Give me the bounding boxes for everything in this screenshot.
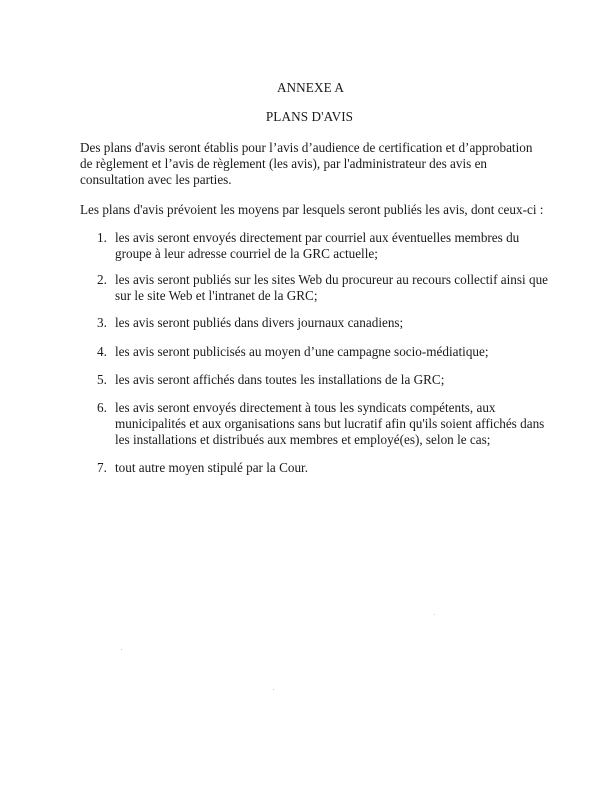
list-item-number: 1. <box>97 230 107 245</box>
list-item <box>80 460 555 476</box>
scan-speck <box>434 614 435 615</box>
list-item <box>80 230 545 262</box>
document-title: PLANS D'AVIS <box>265 109 354 124</box>
list-item-number: 6. <box>97 400 107 415</box>
list-item-text: les avis seront envoyés directement par courriel aux éventuelles membres du groupe à leur adresse courriel de la GRC actuelle; <box>115 230 520 261</box>
lead-paragraph: Les plans d'avis prévoient les moyens par lesquels seront publiés les avis, dont ceux-ci : <box>80 202 544 217</box>
scan-speck <box>273 689 274 690</box>
list-item <box>80 272 555 304</box>
list-item-number: 3. <box>97 315 107 330</box>
list-item <box>80 315 555 331</box>
list-item-text: les avis seront affichés dans toutes les installations de la GRC; <box>115 372 445 387</box>
list-item-text: les avis seront publiés sur les sites Web du procureur au recours collectif ainsi que sur le site Web et l'intranet de la GRC; <box>115 272 549 303</box>
list-item-text: tout autre moyen stipulé par la Cour. <box>115 460 309 475</box>
list-item-number: 7. <box>97 460 107 475</box>
intro-paragraph: Des plans d'avis seront établis pour l’avis d’audience de certification et d’approbation de règlement et l’avis de règlement (les avis), par l'administrateur des avis en consultation avec les parties. <box>80 140 533 187</box>
list-item <box>80 344 555 360</box>
list-item-text: les avis seront envoyés directement à tous les syndicats compétents, aux municipalités et aux organisations sans but lucratif afin qu'ils soient affichés dans les installations et distribués aux membres et employé(es), selon le cas; <box>115 400 545 447</box>
list-item <box>80 400 547 448</box>
scan-speck <box>121 649 122 650</box>
annex-heading: ANNEXE A <box>276 80 345 95</box>
list-item-text: les avis seront publicisés au moyen d’une campagne socio-médiatique; <box>115 344 489 359</box>
list-item <box>80 372 555 388</box>
list-item-number: 5. <box>97 372 107 387</box>
list-item-number: 2. <box>97 272 107 287</box>
list-item-text: les avis seront publiés dans divers journaux canadiens; <box>115 315 404 330</box>
list-item-number: 4. <box>97 344 107 359</box>
